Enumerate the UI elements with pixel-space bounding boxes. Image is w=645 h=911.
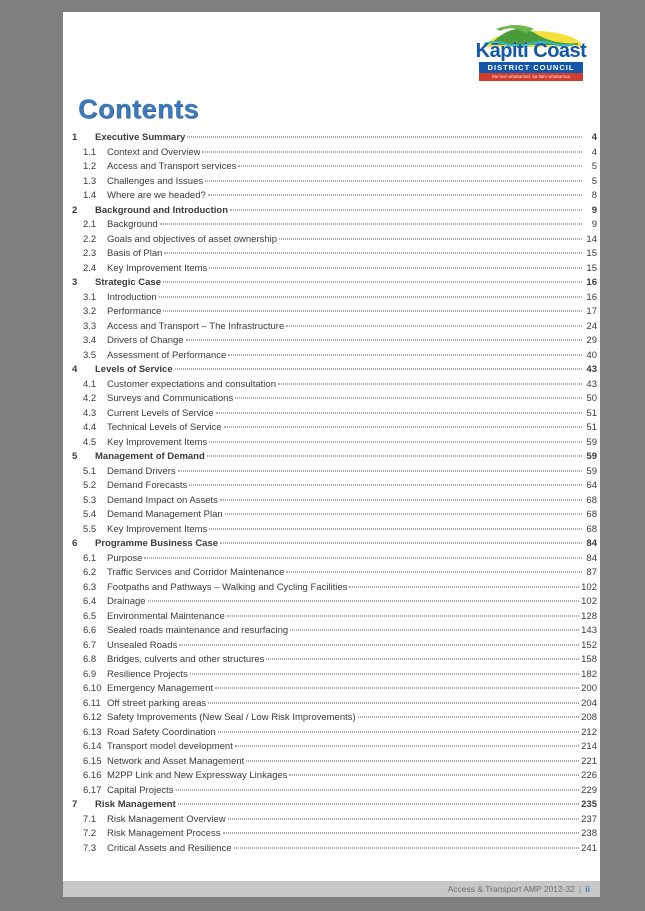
toc-entry-page: 152 (581, 639, 597, 651)
toc-entry-number: 5.3 (83, 494, 97, 506)
toc-entry-label: Background and Introduction (95, 204, 228, 216)
toc-entry-number: 6.2 (83, 567, 97, 578)
toc-entry-label: Risk Management (95, 799, 176, 810)
leader-dots (144, 557, 582, 558)
toc-entry-label: Network and Asset Management (107, 755, 245, 767)
footer-separator: | (579, 884, 582, 894)
toc-entry-label: Challenges and Issues (107, 175, 204, 187)
leader-dots (235, 398, 582, 399)
leader-dots (349, 586, 579, 587)
toc-entry-number: 6.15 (83, 755, 102, 767)
toc-entry-label: Goals and objectives of asset ownership (107, 233, 278, 245)
leader-dots (224, 427, 582, 428)
toc-entry-label: Access and Transport services (107, 161, 237, 172)
toc-row[interactable] (72, 189, 597, 204)
toc-entry-page: 59 (586, 465, 597, 477)
toc-row[interactable] (72, 479, 597, 494)
logo-name: Kāpiti Coast (475, 40, 587, 62)
leader-dots (208, 195, 582, 196)
leader-dots (160, 224, 582, 225)
toc-entry-page: 84 (586, 552, 597, 564)
toc-entry-page: 241 (581, 842, 597, 854)
toc-row[interactable] (72, 146, 597, 161)
logo-subtitle: DISTRICT COUNCIL (479, 62, 583, 73)
toc-entry-label: Environmental Maintenance (107, 610, 225, 622)
toc-entry-label: Performance (107, 306, 162, 317)
toc-row[interactable] (72, 769, 597, 784)
leader-dots (178, 470, 582, 471)
toc-entry-label: Drivers of Change (107, 335, 184, 346)
toc-row[interactable] (72, 465, 597, 480)
leader-dots (148, 601, 580, 602)
toc-entry-label: Traffic Services and Corridor Maintenance (107, 567, 285, 578)
toc-entry-label: Key Improvement Items (107, 262, 208, 274)
toc-row[interactable] (72, 610, 597, 625)
leader-dots (225, 514, 582, 515)
toc-entry-page: 8 (591, 190, 597, 201)
toc-entry-label: Off street parking areas (107, 697, 207, 709)
toc-entry-number: 6.11 (83, 697, 101, 709)
toc-entry-page: 43 (586, 378, 597, 390)
toc-entry-number: 4.3 (83, 407, 97, 419)
toc-entry-number: 7.1 (83, 813, 97, 825)
toc-row[interactable] (72, 842, 597, 857)
toc-entry-page: 59 (586, 436, 597, 448)
leader-dots (207, 456, 582, 457)
toc-entry-page: 5 (591, 175, 597, 187)
toc-row[interactable] (72, 697, 597, 712)
leader-dots (159, 296, 582, 297)
toc-entry-page: 158 (581, 654, 597, 665)
toc-entry-label: Drainage (107, 596, 146, 607)
toc-entry-label: Emergency Management (107, 683, 214, 694)
leader-dots (208, 702, 579, 703)
toc-entry-label: Risk Management Overview (107, 813, 226, 825)
toc-entry-number: 6.13 (83, 726, 102, 738)
toc-entry-label: Key Improvement Items (107, 523, 208, 535)
toc-entry-label: Where are we headed? (107, 190, 206, 201)
toc-entry-label: Capital Projects (107, 784, 174, 796)
leader-dots (286, 572, 582, 573)
leader-dots (246, 760, 579, 761)
toc-entry-page: 68 (586, 523, 597, 535)
toc-list (72, 131, 597, 856)
toc-entry-number: 3.1 (83, 291, 97, 303)
toc-entry-label: Management of Demand (95, 451, 205, 462)
toc-entry-number: 6.12 (83, 712, 102, 723)
page-title: Contents (78, 94, 199, 124)
toc-entry-number: 7.2 (83, 828, 97, 839)
toc-row[interactable] (72, 639, 597, 654)
toc-row[interactable] (72, 784, 597, 799)
toc-entry-label: Access and Transport – The Infrastructure (107, 320, 285, 332)
toc-entry-label: Assessment of Performance (107, 349, 227, 361)
toc-row[interactable] (72, 291, 597, 306)
toc-row[interactable] (72, 378, 597, 393)
toc-entry-number: 6.14 (83, 741, 102, 752)
toc-entry-page: 226 (581, 770, 597, 781)
toc-entry-number: 5.4 (83, 509, 97, 520)
leader-dots (216, 412, 582, 413)
toc-entry-number: 4.4 (83, 422, 97, 433)
toc-entry-number: 1.4 (83, 190, 97, 201)
toc-entry-page: 14 (586, 233, 597, 245)
toc-entry-label: Basis of Plan (107, 248, 163, 259)
toc-entry-number: 5.2 (83, 480, 97, 491)
toc-entry-number: 1.1 (83, 146, 97, 158)
toc-entry-page: 204 (581, 697, 597, 709)
toc-entry-number: 2.2 (83, 233, 97, 245)
toc-entry-label: Background (107, 219, 158, 230)
toc-row[interactable] (72, 247, 597, 262)
toc-entry-number: 4.1 (83, 378, 97, 390)
leader-dots (234, 847, 580, 848)
toc-entry-page: 229 (581, 784, 597, 796)
toc-entry-number: 5.5 (83, 523, 97, 535)
toc-row[interactable] (72, 262, 597, 277)
toc-entry-page: 40 (586, 349, 597, 361)
toc-entry-label: Current Levels of Service (107, 407, 214, 419)
toc-entry-page: 68 (586, 494, 597, 506)
toc-entry-page: 128 (581, 610, 597, 622)
toc-entry-label: Demand Impact on Assets (107, 494, 218, 506)
toc-entry-number: 3.3 (83, 320, 97, 332)
toc-entry-label: Purpose (107, 552, 143, 564)
toc-entry-number: 7.3 (83, 842, 97, 854)
toc-entry-label: Critical Assets and Resilience (107, 842, 232, 854)
toc-row[interactable] (72, 711, 597, 726)
toc-entry-label: Levels of Service (95, 364, 173, 375)
toc-entry-label: Customer expectations and consultation (107, 378, 276, 390)
leader-dots (202, 151, 582, 152)
toc-entry-page: 102 (581, 581, 597, 593)
toc-entry-number: 1 (72, 132, 78, 143)
toc-row[interactable] (72, 798, 597, 813)
toc-entry-number: 6.3 (83, 581, 97, 593)
leader-dots (209, 528, 582, 529)
toc-entry-label: Executive Summary (95, 132, 186, 143)
toc-entry-label: Programme Business Case (95, 538, 219, 549)
toc-entry-label: Surveys and Communications (107, 393, 234, 404)
toc-entry-number: 4.5 (83, 436, 97, 448)
toc-entry-page: 24 (586, 320, 597, 332)
toc-entry-page: 29 (586, 335, 597, 346)
toc-row[interactable] (72, 407, 597, 422)
leader-dots (238, 166, 582, 167)
toc-entry-number: 3.4 (83, 335, 97, 346)
toc-entry-number: 6.7 (83, 639, 97, 651)
toc-entry-page: 143 (581, 625, 597, 636)
toc-entry-page: 51 (586, 407, 597, 419)
toc-row[interactable] (72, 204, 597, 219)
toc-entry-label: M2PP Link and New Expressway Linkages (107, 770, 288, 781)
leader-dots (220, 499, 582, 500)
toc-row[interactable] (72, 755, 597, 770)
toc-entry-page: 221 (581, 755, 597, 767)
toc-row[interactable] (72, 668, 597, 683)
toc-entry-label: Sealed roads maintenance and resurfacing (107, 625, 289, 636)
toc-entry-label: Demand Drivers (107, 465, 176, 477)
toc-row[interactable] (72, 653, 597, 668)
leader-dots (189, 485, 582, 486)
footer-page-number: ii (585, 884, 590, 894)
toc-row[interactable] (72, 494, 597, 509)
toc-entry-page: 59 (586, 451, 597, 462)
toc-entry-page: 51 (586, 422, 597, 433)
toc-row[interactable] (72, 595, 597, 610)
toc-entry-page: 64 (586, 480, 597, 491)
leader-dots (227, 615, 579, 616)
toc-row[interactable] (72, 523, 597, 538)
logo-motto: Me huri whakamuri, ka titiro whakamua (479, 73, 583, 81)
toc-entry-page: 238 (581, 828, 597, 839)
toc-entry-label: Footpaths and Pathways – Walking and Cycling Facilities (107, 581, 348, 593)
toc-row[interactable] (72, 276, 597, 291)
toc-entry-page: 43 (586, 364, 597, 375)
leader-dots (215, 688, 579, 689)
toc-entry-label: Key Improvement Items (107, 436, 208, 448)
toc-entry-number: 5.1 (83, 465, 97, 477)
toc-entry-number: 6.4 (83, 596, 97, 607)
leader-dots (186, 340, 582, 341)
leader-dots (279, 238, 582, 239)
leader-dots (164, 253, 582, 254)
leader-dots (209, 267, 582, 268)
leader-dots (228, 354, 582, 355)
toc-entry-page: 237 (581, 813, 597, 825)
toc-entry-number: 6.8 (83, 654, 97, 665)
toc-entry-number: 6.10 (83, 683, 102, 694)
toc-entry-page: 200 (581, 683, 597, 694)
toc-entry-number: 6.9 (83, 668, 97, 680)
leader-dots (278, 383, 582, 384)
toc-entry-page: 208 (581, 712, 597, 723)
toc-entry-page: 84 (586, 538, 597, 549)
toc-row[interactable] (72, 552, 597, 567)
toc-entry-number: 3.2 (83, 306, 97, 317)
toc-entry-number: 3.5 (83, 349, 97, 361)
toc-entry-label: Safety Improvements (New Seal / Low Risk Improvements) (107, 712, 356, 723)
toc-entry-number: 5 (72, 451, 78, 462)
footer-band (63, 881, 600, 897)
toc-entry-label: Risk Management Process (107, 828, 221, 839)
toc-entry-number: 6.17 (83, 784, 102, 796)
toc-entry-label: Resilience Projects (107, 668, 188, 680)
toc-row[interactable] (72, 334, 597, 349)
leader-dots (223, 833, 580, 834)
toc-entry-label: Technical Levels of Service (107, 422, 222, 433)
toc-entry-number: 7 (72, 799, 78, 810)
toc-row[interactable] (72, 726, 597, 741)
leader-dots (179, 644, 579, 645)
leader-dots (205, 180, 582, 181)
toc-entry-page: 15 (586, 248, 597, 259)
toc-row[interactable] (72, 421, 597, 436)
toc-entry-page: 102 (581, 596, 597, 607)
leader-dots (235, 746, 579, 747)
leader-dots (178, 804, 579, 805)
toc-row[interactable] (72, 827, 597, 842)
toc-entry-page: 9 (591, 219, 597, 230)
toc-entry-label: Demand Forecasts (107, 480, 188, 491)
toc-row[interactable] (72, 566, 597, 581)
leader-dots (230, 209, 582, 210)
leader-dots (220, 543, 582, 544)
toc-row[interactable] (72, 813, 597, 828)
leader-dots (290, 630, 579, 631)
toc-entry-label: Context and Overview (107, 146, 201, 158)
toc-entry-number: 6.16 (83, 770, 102, 781)
leader-dots (286, 325, 582, 326)
toc-row[interactable] (72, 508, 597, 523)
toc-entry-page: 212 (581, 726, 597, 738)
toc-entry-label: Road Safety Coordination (107, 726, 216, 738)
toc-row[interactable] (72, 160, 597, 175)
toc-entry-page: 9 (591, 204, 597, 216)
toc-entry-label: Strategic Case (95, 277, 162, 288)
toc-entry-page: 87 (586, 567, 597, 578)
leader-dots (187, 137, 582, 138)
toc-entry-page: 17 (586, 306, 597, 317)
leader-dots (175, 369, 582, 370)
toc-entry-page: 235 (581, 799, 597, 810)
toc-row[interactable] (72, 624, 597, 639)
toc-row[interactable] (72, 320, 597, 335)
toc-entry-page: 15 (586, 262, 597, 274)
toc-entry-page: 50 (586, 393, 597, 404)
toc-entry-label: Demand Management Plan (107, 509, 223, 520)
toc-entry-number: 2 (72, 204, 78, 216)
toc-row[interactable] (72, 537, 597, 552)
toc-row[interactable] (72, 233, 597, 248)
toc-entry-number: 2.3 (83, 248, 97, 259)
leader-dots (176, 789, 580, 790)
toc-entry-number: 4.2 (83, 393, 97, 404)
toc-row[interactable] (72, 218, 597, 233)
toc-entry-number: 1.2 (83, 161, 97, 172)
toc-entry-label: Transport model development (107, 741, 233, 752)
leader-dots (266, 659, 579, 660)
toc-row[interactable] (72, 682, 597, 697)
toc-entry-number: 6.6 (83, 625, 97, 636)
toc-row[interactable] (72, 392, 597, 407)
leader-dots (163, 311, 582, 312)
toc-entry-number: 2.1 (83, 219, 97, 230)
toc-row[interactable] (72, 349, 597, 364)
toc-entry-page: 214 (581, 741, 597, 752)
footer-doc-label: Access & Transport AMP 2012-32 (447, 884, 576, 894)
toc-entry-page: 16 (586, 277, 597, 288)
toc-entry-number: 6.1 (83, 552, 97, 564)
document-page (63, 12, 600, 897)
toc-entry-page: 5 (591, 161, 597, 172)
leader-dots (289, 775, 579, 776)
leader-dots (163, 282, 582, 283)
toc-entry-label: Bridges, culverts and other structures (107, 654, 265, 665)
toc-row[interactable] (72, 740, 597, 755)
toc-entry-page: 16 (586, 291, 597, 303)
toc-entry-label: Introduction (107, 291, 157, 303)
leader-dots (228, 818, 579, 819)
toc-entry-page: 4 (591, 146, 597, 158)
toc-entry-number: 6 (72, 538, 78, 549)
toc-row[interactable] (72, 436, 597, 451)
toc-row[interactable] (72, 131, 597, 146)
toc-row[interactable] (72, 175, 597, 190)
toc-entry-page: 68 (586, 509, 597, 520)
toc-entry-number: 2.4 (83, 262, 97, 274)
toc-entry-number: 6.5 (83, 610, 97, 622)
toc-row[interactable] (72, 581, 597, 596)
toc-entry-number: 3 (72, 277, 78, 288)
leader-dots (209, 441, 582, 442)
toc-entry-label: Unsealed Roads (107, 639, 178, 651)
toc-row[interactable] (72, 363, 597, 378)
toc-entry-number: 4 (72, 364, 78, 375)
leader-dots (358, 717, 579, 718)
council-logo (466, 17, 596, 81)
leader-dots (190, 673, 579, 674)
toc-entry-page: 182 (581, 668, 597, 680)
toc-row[interactable] (72, 305, 597, 320)
toc-entry-page: 4 (591, 132, 597, 143)
toc-row[interactable] (72, 450, 597, 465)
toc-entry-number: 1.3 (83, 175, 97, 187)
leader-dots (218, 731, 579, 732)
